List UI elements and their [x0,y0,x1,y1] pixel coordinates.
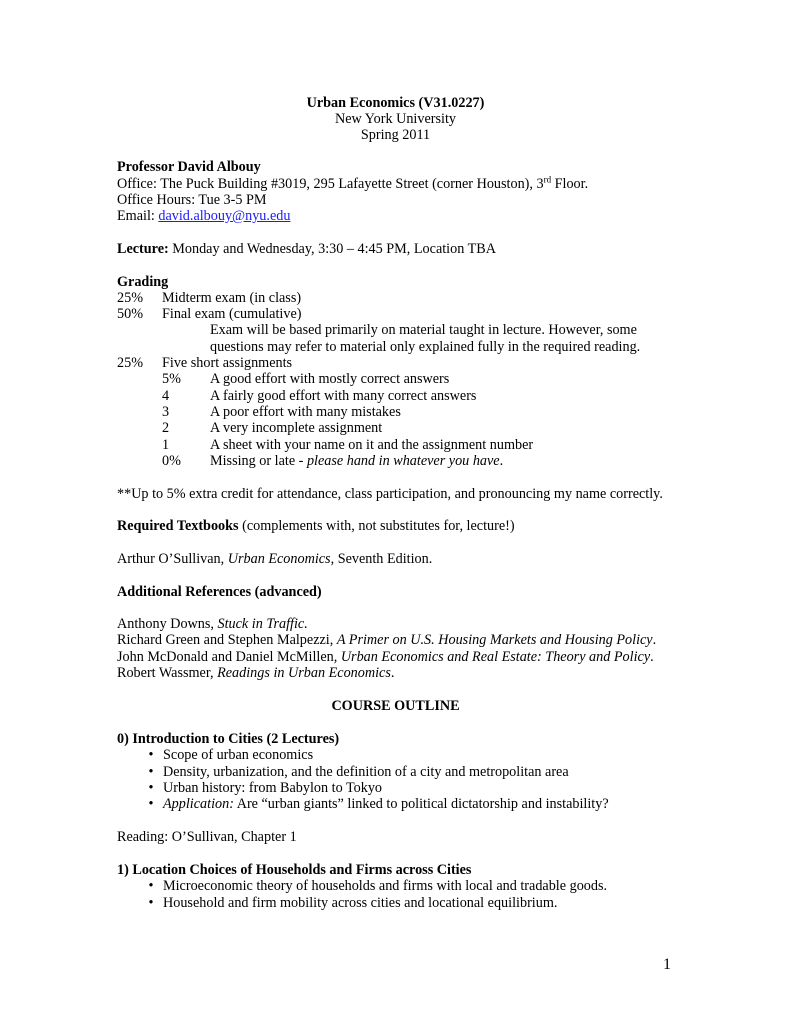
scale-desc: A fairly good effort with many correct answers [210,388,477,404]
course-outline-heading: COURSE OUTLINE [331,698,460,714]
course-title: Urban Economics (V31.0227) [306,95,485,111]
references-heading: Additional References (advanced) [117,584,322,600]
scale-score: 3 [162,404,170,420]
scale-score: 4 [162,388,170,404]
university-name: New York University [335,111,456,127]
grade-assign-pct: 25% [117,355,144,371]
bullet-icon: • [148,796,154,812]
section-0-reading: Reading: O’Sullivan, Chapter 1 [117,829,297,845]
grade-assign-desc: Five short assignments [162,355,293,371]
scale-desc: A sheet with your name on it and the assignment number [210,437,534,453]
email-line: Email: david.albouy@nyu.edu [117,208,291,224]
office-hours: Office Hours: Tue 3-5 PM [117,192,267,208]
bullet-icon: • [148,764,154,780]
exam-note-line1: Exam will be based primarily on material taught in lecture. However, some [210,322,637,338]
document-page: Urban Economics (V31.0227) New York University Spring 2011 Professor David Albouy Office: The Puck Building #3019, 295 Lafayette Street (corner Houston), 3rd Floor. Office Hours: Tue 3-5 PM Email: david.albouy@nyu.edu Lecture: Monday and Wednesday, 3:30 – 4:45 PM, Location TBA Grading 25% Midterm exam (in class) 50% Final exam (cumulative) Exam will be based primarily on material taught in lecture. However, some questions may refer to material only explained fully in the required reading. 25% Five short assignments 5% A good effort with mostly correct answers 4 A fairly good effort with many correct answers 3 A poor effort with many mistakes 2 A very incomplete assignment 1 A sheet with your name on it and the assignment number 0% Missing or late - please hand in whatever you have. **Up to 5% extra credit for attendance, class participation, and pronouncing my name correctly. Required Textbooks (complements with, not substitutes for, lecture!) Arthur O’Sullivan, Urban Economics, Seventh Edition. Additional References (advanced) Anthony Downs, Stuck in Traffic. Richard Green and Stephen Malpezzi, A Primer on U.S. Housing Markets and Housing Policy. John McDonald and Daniel McMillen, Urban Economics and Real Estate: Theory and Policy. Robert Wassmer, Readings in Urban Economics. COURSE OUTLINE 0) Introduction to Cities (2 Lectures) • Scope of urban economics • Density, urbanization, and the definition of a city and metropolitan area • Urban history: from Babylon to Tokyo • Application: Are “urban giants” linked to political dictatorship and instability? Reading: O’Sullivan, Chapter 1 1) Location Choices of Households and Firms across Cities • Microeconomic theory of households and firms with local and tradable goods. • Household and firm mobility across cities and locational equilibrium. 1 [0,0,791,1024]
reference-item: John McDonald and Daniel McMillen, Urban Economics and Real Estate: Theory and Policy. [117,649,654,665]
grade-final-desc: Final exam (cumulative) [162,306,302,322]
grade-midterm-desc: Midterm exam (in class) [162,290,302,306]
required-textbook: Arthur O’Sullivan, Urban Economics, Seventh Edition. [117,551,433,567]
textbooks-heading: Required Textbooks (complements with, not substitutes for, lecture!) [117,518,515,534]
section-1-title: 1) Location Choices of Households and Firms across Cities [117,862,472,878]
bullet-icon: • [148,878,154,894]
grade-midterm-pct: 25% [117,290,144,306]
scale-desc: A very incomplete assignment [210,420,383,436]
scale-score-missing: 0% [162,453,181,469]
bullet-icon: • [148,895,154,911]
scale-desc: A poor effort with many mistakes [210,404,401,420]
professor-name: Professor David Albouy [117,159,261,175]
scale-score: 1 [162,437,170,453]
bullet-icon: • [148,747,154,763]
grade-final-pct: 50% [117,306,144,322]
reference-item: Richard Green and Stephen Malpezzi, A Primer on U.S. Housing Markets and Housing Policy. [117,632,657,648]
scale-desc: A good effort with mostly correct answers [210,371,450,387]
office-location: Office: The Puck Building #3019, 295 Lafayette Street (corner Houston), 3rd Floor. [117,174,589,192]
reference-item: Robert Wassmer, Readings in Urban Economics. [117,665,395,681]
exam-note-line2: questions may refer to material only explained fully in the required reading. [210,339,641,355]
page-number: 1 [663,956,671,973]
term: Spring 2011 [360,127,431,143]
lecture-line: Lecture: Monday and Wednesday, 3:30 – 4:45 PM, Location TBA [117,241,496,257]
scale-score: 5% [162,371,181,387]
email-link[interactable]: david.albouy@nyu.edu [158,208,291,224]
reference-item: Anthony Downs, Stuck in Traffic. [117,616,308,632]
scale-score: 2 [162,420,170,436]
grading-heading: Grading [117,274,169,290]
extra-credit-note: **Up to 5% extra credit for attendance, class participation, and pronouncing my name correctly. [117,486,663,502]
section-0-title: 0) Introduction to Cities (2 Lectures) [117,731,340,747]
bullet-icon: • [148,780,154,796]
scale-desc-missing: Missing or late - please hand in whatever you have. [210,453,504,469]
